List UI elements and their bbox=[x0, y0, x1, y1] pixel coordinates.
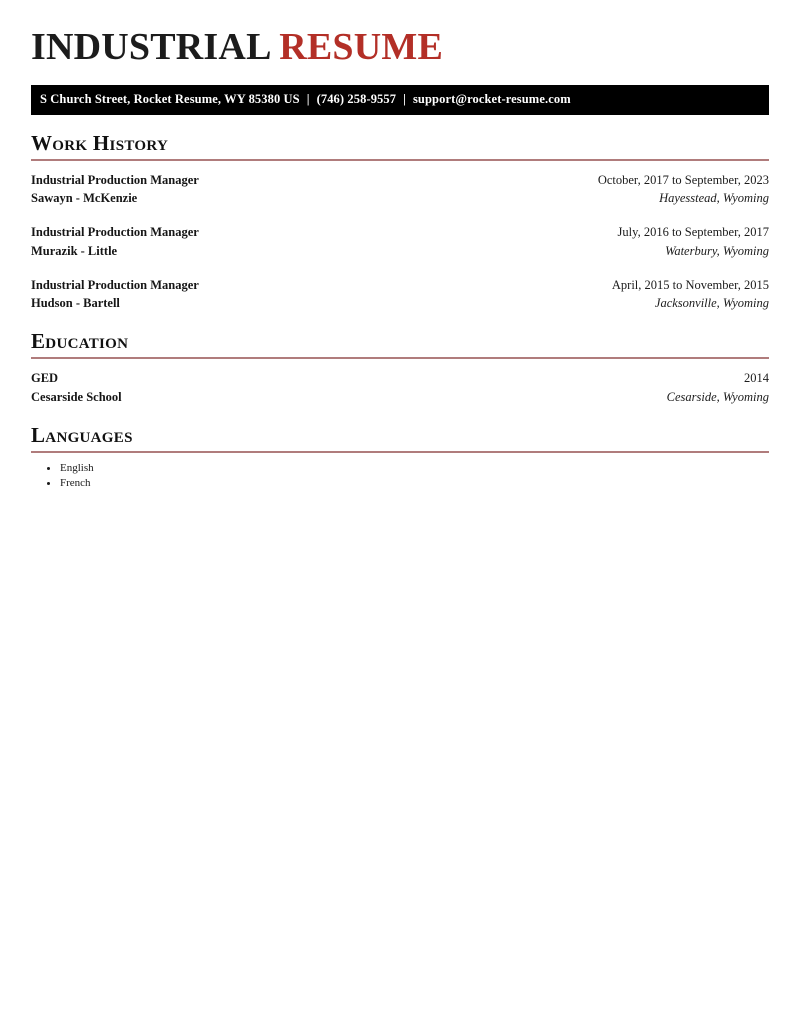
company-name: Murazik - Little bbox=[31, 243, 118, 258]
entry-left-column bbox=[31, 276, 199, 314]
entry-left-column bbox=[31, 369, 122, 407]
contact-bar bbox=[31, 85, 769, 115]
employment-dates: October, 2017 to September, 2023 bbox=[597, 172, 769, 187]
section-divider bbox=[31, 451, 769, 453]
list-item: English bbox=[60, 461, 769, 477]
degree-name: GED bbox=[31, 371, 59, 386]
work-history-entry bbox=[31, 223, 769, 261]
section-divider bbox=[31, 357, 769, 359]
section-heading-education: Education bbox=[31, 329, 129, 354]
education-entries bbox=[31, 369, 769, 407]
employment-dates: July, 2016 to September, 2017 bbox=[617, 225, 769, 240]
education-entry bbox=[31, 369, 769, 407]
work-history-entry bbox=[31, 276, 769, 314]
work-history-entry bbox=[31, 171, 769, 209]
languages-list bbox=[31, 461, 769, 492]
job-title: Industrial Production Manager bbox=[31, 225, 199, 240]
entry-right-column bbox=[612, 276, 769, 314]
section-education bbox=[31, 330, 769, 407]
employment-dates: April, 2015 to November, 2015 bbox=[611, 277, 769, 292]
contact-address: S Church Street, Rocket Resume, WY 85380 US bbox=[40, 92, 300, 107]
job-location: Waterbury, Wyoming bbox=[665, 243, 769, 258]
job-title: Industrial Production Manager bbox=[31, 172, 199, 187]
entry-left-column bbox=[31, 171, 199, 209]
section-languages bbox=[31, 424, 769, 492]
contact-phone: (746) 258-9557 bbox=[316, 92, 397, 107]
title-primary-word: INDUSTRIAL bbox=[31, 26, 270, 68]
graduation-year: 2014 bbox=[744, 371, 769, 386]
company-name: Hudson - Bartell bbox=[31, 296, 120, 311]
entry-right-column bbox=[598, 171, 769, 209]
section-divider bbox=[31, 159, 769, 161]
contact-email: support@rocket-resume.com bbox=[412, 92, 571, 107]
section-work-history bbox=[31, 132, 769, 314]
job-location: Jacksonville, Wyoming bbox=[654, 296, 769, 311]
job-location: Hayesstead, Wyoming bbox=[659, 191, 769, 206]
school-location: Cesarside, Wyoming bbox=[666, 389, 769, 404]
section-heading-languages: Languages bbox=[31, 422, 133, 447]
entry-right-column bbox=[618, 223, 769, 261]
school-name: Cesarside School bbox=[31, 389, 122, 404]
entry-right-column bbox=[667, 369, 769, 407]
section-heading-work-history: Work History bbox=[31, 130, 169, 155]
contact-separator-2: | bbox=[403, 92, 406, 107]
work-history-entries bbox=[31, 171, 769, 314]
page-title bbox=[31, 0, 769, 69]
title-accent-word: RESUME bbox=[279, 26, 444, 68]
company-name: Sawayn - McKenzie bbox=[31, 191, 138, 206]
job-title: Industrial Production Manager bbox=[31, 277, 199, 292]
contact-separator-1: | bbox=[306, 92, 310, 107]
list-item: French bbox=[60, 476, 769, 492]
entry-left-column bbox=[31, 223, 199, 261]
